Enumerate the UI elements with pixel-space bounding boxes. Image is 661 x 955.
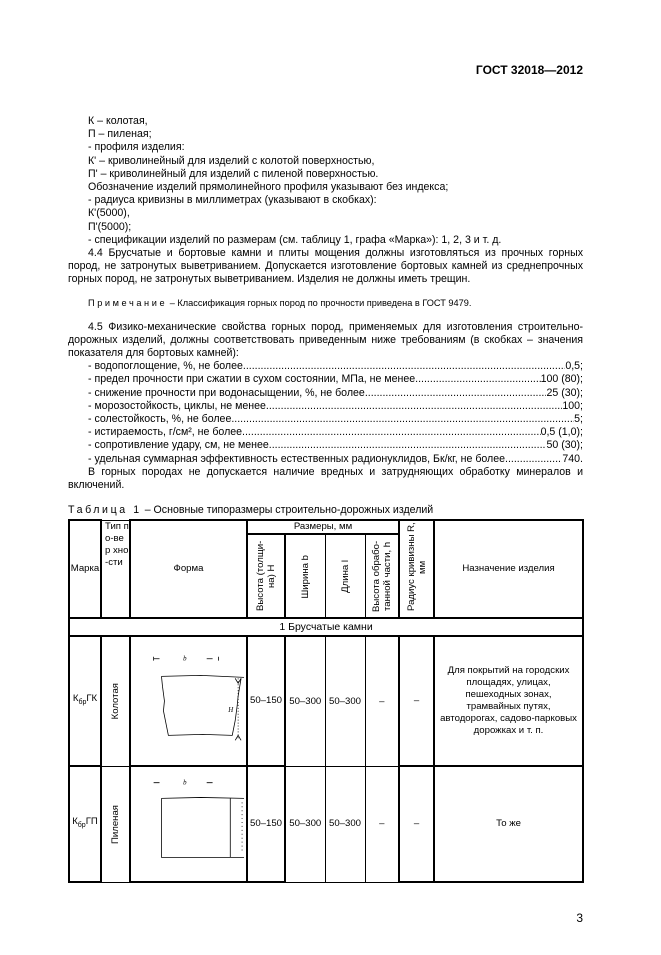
requirement-value: 50 (30);: [546, 439, 583, 452]
text-line: - спецификации изделий по размерам (см. таблицу 1, графа «Марка»): 1, 2, 3 и т. д.: [88, 233, 502, 246]
requirement-item: [68, 439, 583, 452]
length-value: 50–300: [325, 766, 365, 882]
requirement-value: 100 (80);: [540, 373, 583, 386]
requirement-label: - сопротивление удару, см, не менее: [88, 439, 269, 452]
page-number: 3: [576, 911, 583, 926]
note-label: Примечание: [88, 297, 168, 308]
header-forma: Форма: [130, 520, 247, 618]
requirement-value: 0,5 (1,0);: [540, 426, 583, 439]
leader-dots: [242, 426, 541, 439]
surface-type: Колотая: [110, 683, 121, 720]
header-l: Длина l: [339, 559, 351, 593]
requirements-list: [68, 360, 583, 466]
requirement-label: - солестойкость, %, не более: [88, 413, 232, 426]
shape-drawing: [130, 636, 247, 766]
requirement-label: - предел прочности при сжатии в сухом состоянии, МПа, не менее: [88, 373, 416, 386]
text-line: - профиля изделия:: [88, 141, 185, 154]
requirement-item: [68, 387, 583, 400]
leader-dots: [505, 453, 562, 466]
worked-height-value: –: [365, 766, 399, 882]
paragraph-final: В горных породах не допускается наличие вредных и затрудняющих обработку минералов и включений.: [68, 465, 583, 492]
leader-dots: [266, 400, 562, 413]
note-text: – Классификация горных пород по прочности приведена в ГОСТ 9479.: [167, 297, 472, 308]
requirement-item: [68, 400, 583, 413]
marka-cell: $К_{бр}ГК$: [69, 636, 101, 766]
requirement-item: [68, 373, 583, 386]
dimensions-table: [68, 519, 584, 883]
requirement-value: 5;: [574, 413, 583, 426]
requirement-label: - снижение прочности при водонасыщении, %, не более: [88, 386, 365, 399]
leader-dots: [365, 387, 547, 400]
radius-value: –: [399, 636, 434, 766]
split-stone-drawing: [132, 644, 246, 754]
text-line: П'(5000);: [88, 220, 132, 233]
requirement-value: 25 (30);: [546, 386, 583, 399]
requirement-label: - морозостойкость, циклы, не менее: [88, 399, 266, 412]
purpose-value: То же: [434, 766, 583, 882]
length-value: 50–300: [325, 636, 365, 766]
header-marka: Марка: [69, 520, 101, 618]
dim-b: b: [182, 655, 187, 663]
requirement-item: [68, 413, 583, 426]
requirement-item: [68, 453, 583, 466]
text-line: - радиуса кривизны в миллиметрах (указывают в скобках):: [88, 194, 377, 207]
standard-code: ГОСТ 32018—2012: [475, 63, 583, 77]
text-line: К'(5000),: [88, 207, 130, 220]
text-line: К' – криволинейный для изделий с колотой поверхностью,: [88, 154, 375, 167]
leader-dots: [415, 373, 540, 386]
body-text: [68, 115, 583, 492]
requirement-item: [68, 360, 583, 373]
surface-type: Пиленая: [110, 804, 121, 844]
shape-drawing: [130, 766, 247, 882]
requirement-value: 100;: [562, 399, 583, 412]
leader-dots: [269, 439, 547, 452]
table-row: [69, 636, 583, 766]
height-value: 50–150: [247, 766, 285, 882]
text-line: К – колотая,: [88, 115, 148, 127]
section-row: 1 Брусчатые камни: [69, 618, 583, 636]
width-value: 50–300: [285, 636, 325, 766]
paragraph-4-5: 4.5 Физико-механические свойства горных пород, применяемых для изготовления строительно-дорожных изделий, должны соответствовать приведенным ниже требованиям (в скобках – значения показателя для бортовых камней):: [68, 320, 583, 360]
requirement-label: - водопоглощение, %, не более: [88, 360, 243, 373]
header-b: Ширина b: [299, 554, 311, 599]
text-line: П' – криволинейный для изделий с пиленой поверхностью.: [88, 167, 379, 180]
requirement-value: 0,5;: [565, 360, 583, 373]
header-h: Высота обрабо-танной части, h: [370, 540, 393, 612]
width-value: 50–300: [285, 766, 325, 882]
worked-height-value: –: [365, 636, 399, 766]
header-R: Радиус кривизны R, мм: [405, 522, 428, 612]
requirement-value: 740.: [562, 452, 583, 465]
radius-value: –: [399, 766, 434, 882]
caption-label: Таблица 1: [68, 504, 142, 517]
leader-dots: [243, 360, 565, 373]
header-sizes: Размеры, мм: [247, 520, 399, 534]
table-caption: [68, 504, 583, 517]
sawn-stone-drawing: [132, 772, 246, 872]
dim-H: H: [227, 707, 233, 715]
paragraph-4-4: 4.4 Брусчатые и бортовые камни и плиты мощения должны изготовляться из прочных горных пород, не затронутых выветриванием. Допускается изготовление бортовых камней из среднепрочных горных пород, не затронутых выветриванием. Изделия не должны иметь трещин.: [68, 247, 583, 286]
purpose-value: Для покрытий на городских площадях, улицах, пешеходных зонах, трамвайных путях, автодорогах, садово-парковых дорожках и т. п.: [434, 636, 583, 766]
dim-b: b: [182, 779, 187, 787]
text-line: Обозначение изделий прямолинейного профиля указывают без индекса;: [88, 181, 449, 194]
header-purpose: Назначение изделия: [434, 520, 583, 618]
requirement-item: [68, 426, 583, 439]
marka-cell: $К_{бр}ГП$: [69, 766, 101, 882]
table-row: [69, 766, 583, 882]
header-tip: Тип по-вер хно-сти: [101, 520, 130, 618]
note: [88, 297, 583, 309]
requirement-label: - удельная суммарная эффективность естественных радионуклидов, Бк/кг, не более: [88, 452, 506, 465]
height-value: 50–150: [247, 636, 285, 766]
leader-dots: [231, 413, 574, 426]
header-H: Высота (толщи-на) H: [255, 541, 277, 612]
text-line: П – пиленая;: [88, 128, 152, 141]
requirement-label: - истираемость, г/см², не более: [88, 426, 243, 439]
caption-text: – Основные типоразмеры строительно-дорожных изделий: [141, 504, 434, 517]
